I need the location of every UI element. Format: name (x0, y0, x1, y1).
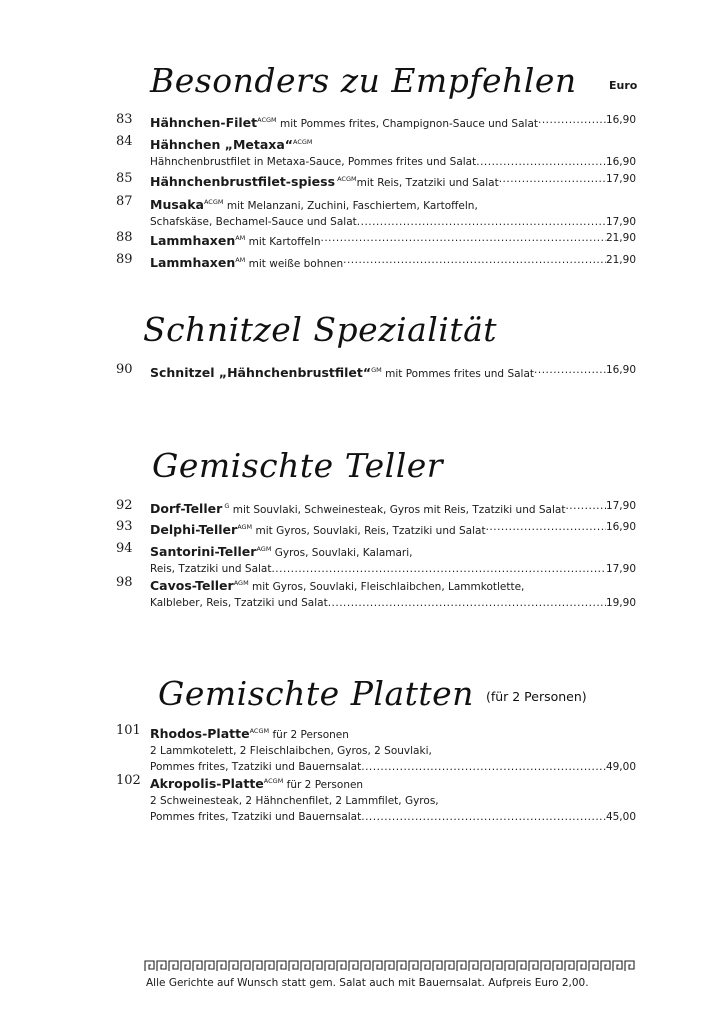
item-name: Lammhaxen (150, 255, 236, 270)
item-number: 90 (116, 362, 133, 377)
item-price: 17,90 (605, 216, 636, 228)
item-description-cont: 2 Lammkotelett, 2 Fleischlaibchen, Gyros, 2 Souvlaki, (150, 745, 432, 757)
footer-note: Alle Gerichte auf Wunsch statt gem. Salat auch mit Bauernsalat. Aufpreis Euro 2,00. (146, 977, 589, 989)
menu-item-90 (116, 361, 636, 383)
menu-item-83 (116, 111, 636, 133)
allergen-codes: AM (235, 234, 246, 242)
item-description-cont: Schafskäse, Bechamel-Sauce und Salat (150, 216, 357, 228)
greek-key-border (144, 958, 636, 971)
item-description: mit Melanzani, Zuchini, Faschiertem, Kartoffeln, (223, 200, 478, 212)
allergen-codes: ACGM (263, 777, 284, 785)
item-name: Hähnchen „Metaxa“ (150, 137, 293, 152)
item-number: 101 (116, 723, 141, 738)
item-description: für 2 Personen (269, 729, 349, 741)
item-number: 83 (116, 112, 133, 127)
allergen-codes: AGM (233, 579, 249, 587)
section-title-text: Gemischte Platten (158, 674, 474, 713)
item-price: 49,00 (605, 760, 636, 773)
item-price: 17,90 (605, 500, 636, 512)
allergen-codes: ACGM (257, 116, 277, 124)
allergen-codes: ACGM (249, 727, 270, 735)
item-number: 98 (116, 575, 133, 590)
item-number: 102 (116, 773, 141, 788)
item-description: mit Gyros, Souvlaki, Reis, Tzatziki und Salat (252, 525, 486, 537)
menu-item-88 (116, 229, 636, 251)
section-note: (für 2 Personen) (485, 689, 587, 704)
item-number: 85 (116, 171, 133, 186)
item-description: Hähnchenbrustfilet in Metaxa-Sauce, Pommes frites und Salat (150, 156, 477, 168)
item-name: Musaka (150, 197, 204, 212)
item-description: Gyros, Souvlaki, Kalamari, (271, 547, 413, 559)
section-title: Schnitzel Spezialität (143, 310, 498, 349)
item-number: 92 (116, 498, 133, 513)
item-price: 17,90 (605, 173, 636, 185)
item-name: Akropolis-Platte (150, 776, 264, 791)
item-price: 21,90 (605, 254, 636, 266)
item-name: Lammhaxen (150, 233, 236, 248)
menu-item-93 (116, 518, 636, 540)
item-description: mit Souvlaki, Schweinesteak, Gyros mit Reis, Tzatziki und Salat (229, 504, 566, 516)
item-name: Dorf-Teller (150, 501, 223, 516)
item-description-cont: Pommes frites, Tzatziki und Bauernsalat (150, 760, 362, 773)
menu-item-98 (116, 574, 636, 612)
menu-item-101 (116, 722, 636, 775)
item-name: Delphi-Teller (150, 522, 238, 537)
item-name: Schnitzel „Hähnchenbrustfilet“ (150, 365, 372, 380)
allergen-codes: G (222, 502, 230, 510)
section-title: Besonders zu Empfehlen (150, 61, 577, 100)
item-price: 19,90 (605, 597, 636, 609)
allergen-codes: ACGM (293, 138, 313, 146)
item-description-cont: Pommes frites, Tzatziki und Bauernsalat (150, 810, 362, 823)
item-number: 87 (116, 194, 133, 209)
item-number: 84 (116, 134, 133, 149)
item-description-cont: Reis, Tzatziki und Salat (150, 563, 272, 575)
menu-item-84 (116, 133, 636, 171)
item-name: Rhodos-Platte (150, 726, 250, 741)
menu-item-87 (116, 193, 636, 231)
menu-item-92 (116, 497, 636, 519)
allergen-codes: GM (371, 366, 382, 374)
section-title: Gemischte Teller (152, 446, 444, 485)
item-name: Santorini-Teller (150, 544, 257, 559)
item-number: 89 (116, 252, 133, 267)
item-price: 16,90 (605, 364, 636, 376)
menu-item-102 (116, 772, 636, 825)
item-price: 45,00 (605, 810, 636, 823)
item-name: Cavos-Teller (150, 578, 234, 593)
menu-item-94 (116, 540, 636, 578)
allergen-codes: ACGM (335, 175, 357, 183)
allergen-codes: AGM (237, 523, 253, 531)
allergen-codes: AGM (256, 545, 272, 553)
item-description: mit weiße bohnen (245, 258, 344, 270)
currency-label: Euro (609, 79, 638, 92)
menu-item-85 (116, 170, 636, 192)
item-description: mit Pommes frites, Champignon-Sauce und Salat (276, 118, 538, 130)
item-description: mit Reis, Tzatziki und Salat (356, 177, 499, 189)
item-price: 16,90 (605, 114, 636, 126)
item-price: 16,90 (605, 156, 636, 168)
item-number: 88 (116, 230, 133, 245)
item-description: mit Gyros, Souvlaki, Fleischlaibchen, Lammkotlette, (248, 581, 525, 593)
item-name: Hähnchenbrustfilet-spiess (150, 174, 336, 189)
item-description-cont: 2 Schweinesteak, 2 Hähnchenfilet, 2 Lammfilet, Gyros, (150, 795, 439, 807)
item-description: für 2 Personen (283, 779, 364, 791)
item-price: 17,90 (605, 563, 636, 575)
item-name: Hähnchen-Filet (150, 115, 258, 130)
menu-item-89 (116, 251, 636, 273)
item-price: 16,90 (605, 521, 636, 533)
item-description: mit Kartoffeln (245, 236, 321, 248)
item-number: 94 (116, 541, 133, 556)
section-title (158, 674, 587, 713)
allergen-codes: AM (235, 256, 246, 264)
item-description: mit Pommes frites und Salat (381, 368, 535, 380)
item-price: 21,90 (605, 232, 636, 244)
allergen-codes: ACGM (203, 198, 224, 206)
item-number: 93 (116, 519, 133, 534)
item-description-cont: Kalbleber, Reis, Tzatziki und Salat (150, 597, 328, 609)
